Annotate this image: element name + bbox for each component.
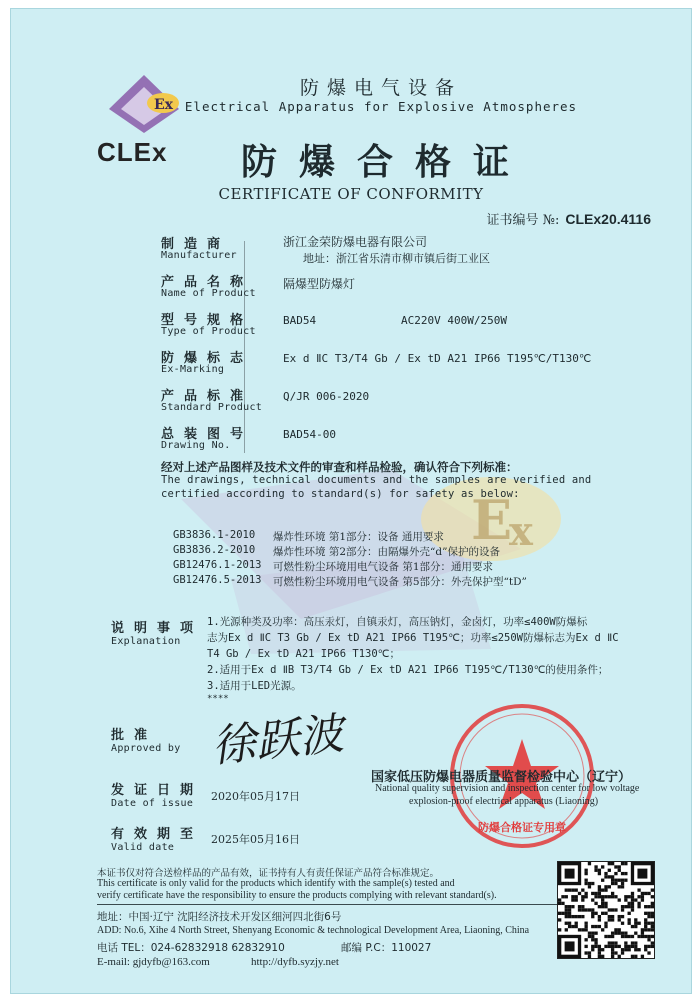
standard-label-en: Standard Product bbox=[161, 402, 263, 413]
seal-text: 防爆合格证专用章 bbox=[478, 821, 566, 834]
explanation-line-4: 2.适用于Ex d ⅡB T3/T4 Gb / Ex tD A21 IP66 T195℃/T130℃的使用条件； bbox=[207, 664, 609, 676]
standard-code-4: GB12476.5-2013 bbox=[173, 574, 262, 586]
explanation-line-6: **** bbox=[207, 694, 229, 704]
footer-note-en-2: verify certificate have the responsibility to ensure the products complying with relevant standard(s). bbox=[97, 890, 497, 901]
valid-date: 2025年05月16日 bbox=[211, 833, 300, 846]
drawing-label-cn: 总装图号 bbox=[161, 427, 254, 442]
explanation-line-3: T4 Gb / Ex tD A21 IP66 T130℃； bbox=[207, 648, 400, 660]
explanation-label-cn: 说明事项 bbox=[111, 621, 204, 636]
address-cn: 地址：中国·辽宁 沈阳经济技术开发区细河四北街6号 bbox=[97, 911, 342, 923]
cn-title: 防爆合格证 bbox=[240, 141, 531, 183]
qr-code-icon bbox=[557, 861, 655, 959]
logo-text: CLEx bbox=[97, 137, 168, 167]
drawing-value: BAD54-00 bbox=[283, 428, 336, 441]
explanation-notes bbox=[207, 614, 677, 704]
drawing-label-en: Drawing No. bbox=[161, 440, 231, 451]
standard-code-1: GB3836.1-2010 bbox=[173, 529, 256, 541]
ex-marking-label-en: Ex-Marking bbox=[161, 364, 225, 375]
cn-subtitle: 防爆电气设备 bbox=[299, 77, 462, 99]
standard-desc-1: 爆炸性环境 第1部分：设备 通用要求 bbox=[273, 531, 444, 543]
signature: 徐跃波 bbox=[209, 708, 346, 773]
logo-mark-text: Ex bbox=[154, 97, 174, 113]
approved-label-cn: 批准 bbox=[111, 728, 158, 743]
certificate-sheet bbox=[10, 8, 692, 994]
standard-desc-4: 可燃性粉尘环境用电气设备 第5部分：外壳保护型“tD” bbox=[273, 576, 527, 588]
cert-no-value: CLEx20.4116 bbox=[565, 211, 651, 227]
footer-separator bbox=[97, 904, 557, 905]
explanation-line-2: 志为Ex d ⅡC T3 Gb / Ex tD A21 IP66 T195℃；功率≤250W防爆标志为Ex d ⅡC bbox=[207, 632, 619, 644]
explanation-line-5: 3.适用于LED光源。 bbox=[207, 680, 302, 692]
standard-code-3: GB12476.1-2013 bbox=[173, 559, 262, 571]
en-title: CERTIFICATE OF CONFORMITY bbox=[218, 185, 484, 203]
explanation-label-en: Explanation bbox=[111, 636, 181, 647]
issue-date: 2020年05月17日 bbox=[211, 790, 300, 803]
website: http://dyfb.syzjy.net bbox=[251, 956, 339, 968]
type-value: BAD54 bbox=[283, 314, 317, 327]
manufacturer-label-en: Manufacturer bbox=[161, 250, 237, 261]
valid-label-en: Valid date bbox=[111, 842, 175, 853]
verification-en-2: certified according to standard(s) for safety as below: bbox=[161, 488, 520, 500]
product-name-label-en: Name of Product bbox=[161, 288, 256, 299]
issue-label-cn: 发证日期 bbox=[111, 783, 204, 798]
issue-label-en: Date of issue bbox=[111, 798, 194, 809]
center-en-1: National quality supervision and inspection center for low voltage bbox=[375, 783, 640, 794]
footer-note-cn: 本证书仅对符合送检样品的产品有效，证书持有人有责任保证产品符合标准规定。 bbox=[97, 868, 440, 879]
standard-desc-3: 可燃性粉尘环境用电气设备 第1部分：通用要求 bbox=[273, 561, 494, 573]
product-name-label-cn: 产品名称 bbox=[161, 275, 254, 290]
ex-marking-label-cn: 防爆标志 bbox=[161, 351, 254, 366]
certificate-number bbox=[487, 209, 651, 228]
standard-desc-2: 爆炸性环境 第2部分：由隔爆外壳“d”保护的设备 bbox=[273, 546, 500, 558]
type-label-en: Type of Product bbox=[161, 326, 256, 337]
center-cn: 国家低压防爆电器质量监督检验中心（辽宁） bbox=[371, 770, 632, 785]
type-rating: AC220V 400W/250W bbox=[401, 314, 507, 327]
en-subtitle: Electrical Apparatus for Explosive Atmospheres bbox=[184, 99, 578, 114]
manufacturer-address: 地址：浙江省乐清市柳市镇后街工业区 bbox=[303, 252, 490, 265]
verification-cn: 经对上述产品图样及技术文件的审查和样品检验，确认符合下列标准： bbox=[161, 460, 518, 474]
postcode: 邮编 P.C：110027 bbox=[341, 942, 432, 954]
cert-no-label: 证书编号 №: bbox=[486, 213, 560, 228]
email: E-mail: gjdyfb@163.com bbox=[97, 956, 210, 968]
telephone: 电话 TEL：024-62832918 62832910 bbox=[97, 942, 285, 954]
footer-note-en-1: This certificate is only valid for the products which identify with the sample(s) tested and bbox=[97, 878, 455, 889]
type-label-cn: 型号规格 bbox=[161, 313, 254, 328]
approved-label-en: Approved by bbox=[111, 743, 181, 754]
manufacturer-label-cn: 制造商 bbox=[161, 237, 231, 252]
valid-label-cn: 有效期至 bbox=[111, 827, 204, 842]
explanation-line-1: 1.光源种类及功率：高压汞灯，自镇汞灯，高压钠灯，金卤灯，功率≤400W防爆标 bbox=[207, 616, 588, 628]
standard-value: Q/JR 006-2020 bbox=[283, 390, 370, 403]
standard-label-cn: 产品标准 bbox=[161, 389, 254, 404]
svg-text:E: E bbox=[471, 488, 513, 552]
manufacturer-value: 浙江金荣防爆电器有限公司 bbox=[283, 235, 428, 249]
standard-code-2: GB3836.2-2010 bbox=[173, 544, 256, 556]
product-name-value: 隔爆型防爆灯 bbox=[283, 277, 356, 291]
svg-text:x: x bbox=[509, 508, 533, 555]
verification-en-1: The drawings, technical documents and the samples are verified and bbox=[161, 474, 592, 486]
address-en: ADD: No.6, Xihe 4 North Street, Shenyang Economic & technological Development Area, Liaoning, China bbox=[97, 925, 530, 936]
ex-marking-value: Ex d ⅡC T3/T4 Gb / Ex tD A21 IP66 T195℃/T130℃ bbox=[283, 352, 592, 365]
center-en-2: explosion-proof electrical apparatus (Liaoning) bbox=[409, 796, 599, 807]
